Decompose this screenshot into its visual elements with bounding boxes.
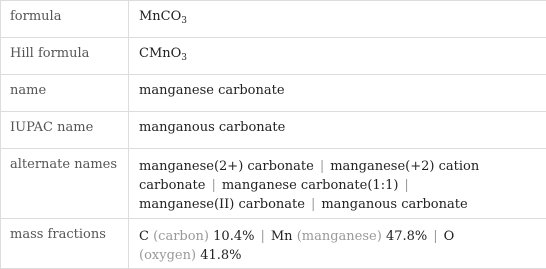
iupac-name-value: manganous carbonate <box>129 112 546 149</box>
table-row <box>1 149 546 219</box>
element-name: (manganese) <box>297 229 382 244</box>
formula-value <box>129 1 546 38</box>
hill-formula-base: CMnO <box>139 46 181 61</box>
name-label: name <box>1 75 129 112</box>
name-value: manganese carbonate <box>129 75 546 112</box>
element-percent: 10.4% <box>213 229 254 244</box>
alternate-name: manganese(+2) cation <box>330 159 479 174</box>
separator: | <box>305 197 321 212</box>
alternate-names-label: alternate names <box>1 149 129 219</box>
alternate-names-value <box>129 149 546 219</box>
hill-formula-subscript: 3 <box>181 53 187 63</box>
element-percent: 41.8% <box>200 248 241 263</box>
element-symbol: O <box>444 229 455 244</box>
separator: | <box>254 229 270 244</box>
mass-fractions-value <box>129 219 546 269</box>
alternate-name: carbonate <box>139 178 205 193</box>
table-row <box>1 38 546 75</box>
mass-fractions-line <box>139 227 538 246</box>
formula-subscript: 3 <box>181 16 187 26</box>
alternate-name: manganous carbonate <box>321 197 467 212</box>
separator: | <box>314 159 330 174</box>
alternate-name: manganese(II) carbonate <box>139 197 305 212</box>
table-row <box>1 112 546 149</box>
alternate-names-line <box>139 176 538 195</box>
element-name: (carbon) <box>153 229 209 244</box>
table-row <box>1 219 546 269</box>
element-name: (oxygen) <box>139 248 196 263</box>
separator: | <box>205 178 221 193</box>
alternate-name: manganese carbonate(1:1) <box>222 178 399 193</box>
mass-fractions-label: mass fractions <box>1 219 129 269</box>
element-symbol: C <box>139 229 149 244</box>
iupac-name-label: IUPAC name <box>1 112 129 149</box>
alternate-names-line <box>139 157 538 176</box>
separator: | <box>398 178 414 193</box>
table-row <box>1 1 546 38</box>
formula-base: MnCO <box>139 9 181 24</box>
formula-label: formula <box>1 1 129 38</box>
mass-fractions-line <box>139 246 538 265</box>
alternate-names-line <box>139 195 538 214</box>
hill-formula-label: Hill formula <box>1 38 129 75</box>
table-row <box>1 75 546 112</box>
separator: | <box>427 229 443 244</box>
hill-formula-value <box>129 38 546 75</box>
alternate-name: manganese(2+) carbonate <box>139 159 314 174</box>
element-percent: 47.8% <box>386 229 427 244</box>
element-symbol: Mn <box>271 229 293 244</box>
